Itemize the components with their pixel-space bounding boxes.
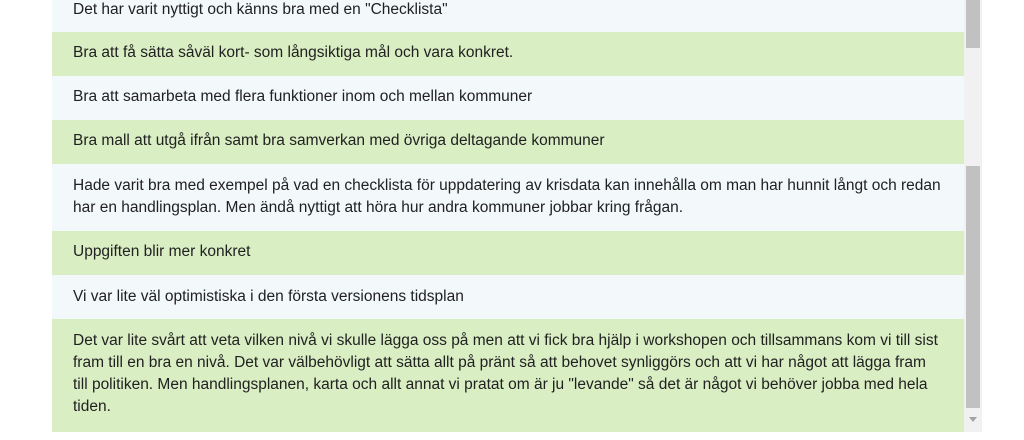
response-text: Det har varit nyttigt och känns bra med en "Checklista": [73, 1, 448, 18]
response-row: [52, 319, 964, 432]
response-row: [52, 164, 964, 231]
response-row: [52, 0, 964, 32]
response-row: [52, 275, 964, 319]
response-list: [52, 0, 964, 432]
down-arrow-icon: [968, 416, 978, 423]
response-text: Det var lite svårt att veta vilken nivå vi skulle lägga oss på men att vi fick bra hjälp i workshopen och tillsammans kom vi till sist fram till en bra en nivå. Det var välbehövligt att sätta allt på pränt så att behovet synliggörs och att vi har något att lägga fram till politiken. Men handlingsplanen, karta och allt annat vi pratat om är ju "levande" så det är något vi behöver jobba med hela tiden.: [73, 332, 938, 415]
response-text: Bra mall att utgå ifrån samt bra samverkan med övriga deltagande kommuner: [73, 132, 605, 149]
vertical-scrollbar[interactable]: [964, 0, 982, 432]
response-text: Bra att samarbeta med flera funktioner inom och mellan kommuner: [73, 88, 533, 105]
response-list-panel: [52, 0, 982, 432]
scroll-thumb-upper[interactable]: [966, 0, 980, 48]
scroll-thumb[interactable]: [966, 166, 980, 408]
response-text: Uppgiften blir mer konkret: [73, 243, 251, 260]
response-row: [52, 32, 964, 76]
response-row: [52, 120, 964, 164]
response-text: Hade varit bra med exempel på vad en checklista för uppdatering av krisdata kan innehålla om man har hunnit långt och redan har en handlingsplan. Men ändå nyttigt att höra hur andra kommuner jobbar kring frågan.: [73, 177, 941, 216]
response-row: [52, 231, 964, 275]
scroll-down-button[interactable]: [964, 411, 982, 429]
response-text: Bra att få sätta såväl kort- som långsiktiga mål och vara konkret.: [73, 44, 514, 61]
response-row: [52, 76, 964, 120]
response-text: Vi var lite väl optimistiska i den första versionens tidsplan: [73, 288, 464, 305]
